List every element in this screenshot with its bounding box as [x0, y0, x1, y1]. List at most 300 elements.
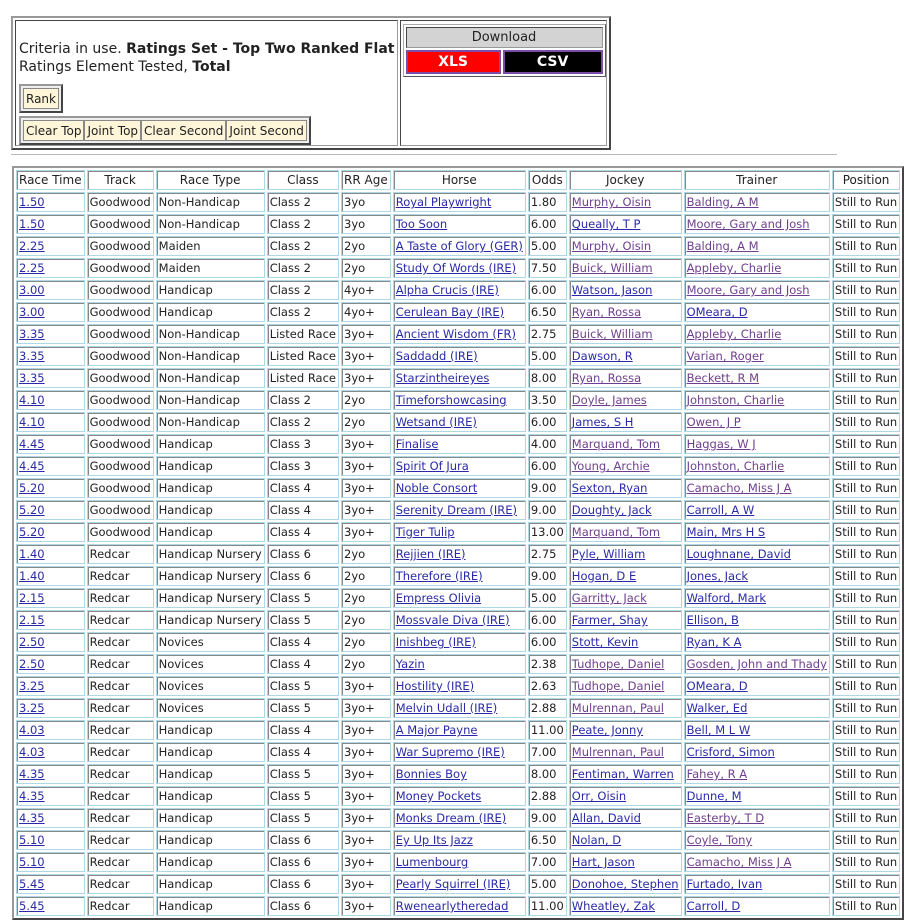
rank-button[interactable]: Rank	[23, 88, 59, 109]
cell-race-type: Handicap	[156, 874, 265, 894]
cell-rr-age: 3yo+	[341, 786, 391, 806]
cell-race-type: Handicap	[156, 896, 265, 916]
cell-race-time	[16, 830, 85, 850]
cell-horse	[393, 478, 526, 498]
cell-race-type: Handicap Nursery	[156, 544, 265, 564]
table-row	[16, 456, 900, 476]
cell-position: Still to Run	[832, 390, 900, 410]
race-time-link[interactable]: 5.10	[19, 833, 45, 847]
horse-link[interactable]: Yazin	[395, 657, 425, 671]
horse-link[interactable]: Money Pockets	[395, 789, 482, 803]
cell-position: Still to Run	[832, 368, 900, 388]
cell-class: Class 4	[267, 720, 339, 740]
race-time-link[interactable]: 2.15	[19, 591, 45, 605]
cell-trainer	[684, 192, 830, 212]
cell-horse	[393, 192, 526, 212]
table-row	[16, 258, 900, 278]
race-time-link[interactable]: 5.20	[19, 503, 45, 517]
cell-race-time	[16, 434, 85, 454]
clear-top-button[interactable]: Clear Top	[23, 120, 84, 141]
cell-race-type: Non-Handicap	[156, 192, 265, 212]
cell-track: Goodwood	[87, 192, 154, 212]
cell-trainer	[684, 852, 830, 872]
jockey-link[interactable]: Tudhope, Daniel	[571, 679, 665, 693]
trainer-link[interactable]: Carroll, D	[686, 899, 741, 913]
horse-link[interactable]: Rejjien (IRE)	[395, 547, 466, 561]
horse-link[interactable]: Royal Playwright	[395, 195, 492, 209]
race-time-link[interactable]: 3.35	[19, 327, 45, 341]
race-time-link[interactable]: 2.25	[19, 261, 45, 275]
trainer-link[interactable]: Moore, Gary and Josh	[686, 217, 810, 231]
trainer-link[interactable]: Jones, Jack	[686, 569, 749, 583]
horse-link[interactable]: Spirit Of Jura	[395, 459, 469, 473]
cell-odds: 9.00	[528, 808, 567, 828]
trainer-link[interactable]: Bell, M L W	[686, 723, 751, 737]
horse-link[interactable]: Monks Dream (IRE)	[395, 811, 507, 825]
horse-link[interactable]: Pearly Squirrel (IRE)	[395, 877, 511, 891]
jockey-link[interactable]: Mulrennan, Paul	[571, 701, 664, 715]
race-time-link[interactable]: 4.45	[19, 437, 45, 451]
trainer-link[interactable]: Haggas, W J	[686, 437, 756, 451]
cell-race-type: Handicap Nursery	[156, 610, 265, 630]
race-time-link[interactable]: 4.35	[19, 789, 45, 803]
cell-jockey	[569, 500, 682, 520]
horse-link[interactable]: Ancient Wisdom (FR)	[395, 327, 516, 341]
race-time-link[interactable]: 4.35	[19, 767, 45, 781]
cell-track: Redcar	[87, 808, 154, 828]
cell-jockey	[569, 412, 682, 432]
race-time-link[interactable]: 3.00	[19, 283, 45, 297]
horse-link[interactable]: Study Of Words (IRE)	[395, 261, 517, 275]
horse-link[interactable]: Starzintheireyes	[395, 371, 490, 385]
cell-trainer	[684, 280, 830, 300]
cell-trainer	[684, 412, 830, 432]
cell-odds: 2.88	[528, 698, 567, 718]
race-time-link[interactable]: 1.40	[19, 569, 45, 583]
trainer-link[interactable]: Owen, J P	[686, 415, 741, 429]
cell-horse	[393, 522, 526, 542]
trainer-link[interactable]: Walford, Mark	[686, 591, 767, 605]
cell-jockey	[569, 434, 682, 454]
cell-rr-age: 2yo	[341, 390, 391, 410]
race-time-link[interactable]: 5.10	[19, 855, 45, 869]
race-time-link[interactable]: 5.45	[19, 877, 45, 891]
cell-race-type: Handicap	[156, 478, 265, 498]
trainer-link[interactable]: OMeara, D	[686, 679, 748, 693]
cell-race-time	[16, 302, 85, 322]
cell-race-type: Handicap	[156, 522, 265, 542]
cell-position: Still to Run	[832, 874, 900, 894]
horse-link[interactable]: Cerulean Bay (IRE)	[395, 305, 505, 319]
cell-horse	[393, 896, 526, 916]
horse-link[interactable]: Ey Up Its Jazz	[395, 833, 473, 847]
horse-link[interactable]: Serenity Dream (IRE)	[395, 503, 518, 517]
table-row	[16, 302, 900, 322]
jockey-link[interactable]: Sexton, Ryan	[571, 481, 648, 495]
horse-link[interactable]: Melvin Udall (IRE)	[395, 701, 498, 715]
jockey-link[interactable]: Murphy, Oisin	[571, 239, 652, 253]
cell-track: Redcar	[87, 764, 154, 784]
jockey-link[interactable]: Doyle, James	[571, 393, 647, 407]
cell-trainer	[684, 324, 830, 344]
trainer-link[interactable]: Dunne, M	[686, 789, 742, 803]
horse-link[interactable]: Noble Consort	[395, 481, 478, 495]
jockey-link[interactable]: Doughty, Jack	[571, 503, 652, 517]
cell-trainer	[684, 808, 830, 828]
trainer-link[interactable]: OMeara, D	[686, 305, 748, 319]
cell-track: Redcar	[87, 588, 154, 608]
cell-class: Class 4	[267, 654, 339, 674]
cell-race-time	[16, 566, 85, 586]
cell-class: Class 5	[267, 764, 339, 784]
trainer-link[interactable]: Walker, Ed	[686, 701, 748, 715]
trainer-link[interactable]: Easterby, T D	[686, 811, 765, 825]
cell-position: Still to Run	[832, 258, 900, 278]
trainer-link[interactable]: Camacho, Miss J A	[686, 481, 792, 495]
trainer-link[interactable]: Carroll, A W	[686, 503, 755, 517]
race-time-link[interactable]: 3.25	[19, 701, 45, 715]
cell-rr-age: 3yo+	[341, 830, 391, 850]
race-time-link[interactable]: 4.03	[19, 745, 45, 759]
horse-link[interactable]: Inishbeg (IRE)	[395, 635, 476, 649]
trainer-link[interactable]: Coyle, Tony	[686, 833, 753, 847]
cell-rr-age: 3yo+	[341, 522, 391, 542]
trainer-link[interactable]: Fahey, R A	[686, 767, 748, 781]
cell-odds: 9.00	[528, 566, 567, 586]
trainer-link[interactable]: Main, Mrs H S	[686, 525, 766, 539]
table-row	[16, 412, 900, 432]
jockey-link[interactable]: Marquand, Tom	[571, 525, 661, 539]
cell-race-time	[16, 720, 85, 740]
cell-odds: 9.00	[528, 500, 567, 520]
jockey-link[interactable]: Donohoe, Stephen	[571, 877, 679, 891]
cell-race-time	[16, 412, 85, 432]
horse-link[interactable]: A Major Payne	[395, 723, 478, 737]
cell-odds: 2.88	[528, 786, 567, 806]
xls-download-button[interactable]: XLS	[406, 50, 501, 74]
cell-odds: 8.00	[528, 764, 567, 784]
cell-horse	[393, 500, 526, 520]
trainer-link[interactable]: Balding, A M	[686, 195, 759, 209]
cell-rr-age: 2yo	[341, 544, 391, 564]
cell-track: Redcar	[87, 720, 154, 740]
cell-position: Still to Run	[832, 478, 900, 498]
cell-odds: 6.00	[528, 412, 567, 432]
jockey-link[interactable]: Buick, William	[571, 327, 653, 341]
trainer-link[interactable]: Varian, Roger	[686, 349, 764, 363]
table-row	[16, 236, 900, 256]
jockey-link[interactable]: Tudhope, Daniel	[571, 657, 665, 671]
cell-position: Still to Run	[832, 588, 900, 608]
cell-horse	[393, 236, 526, 256]
jockey-link[interactable]: Farmer, Shay	[571, 613, 648, 627]
race-time-link[interactable]: 4.03	[19, 723, 45, 737]
header-race-time: Race Time	[16, 170, 85, 190]
cell-rr-age: 3yo+	[341, 896, 391, 916]
table-row	[16, 522, 900, 542]
trainer-link[interactable]: Camacho, Miss J A	[686, 855, 792, 869]
header-jockey: Jockey	[569, 170, 682, 190]
jockey-link[interactable]: Stott, Kevin	[571, 635, 639, 649]
table-row	[16, 566, 900, 586]
cell-class: Class 4	[267, 742, 339, 762]
table-row	[16, 192, 900, 212]
table-row	[16, 500, 900, 520]
download-cell	[400, 20, 607, 146]
jockey-link[interactable]: Buick, William	[571, 261, 653, 275]
horse-link[interactable]: Saddadd (IRE)	[395, 349, 478, 363]
race-time-link[interactable]: 2.15	[19, 613, 45, 627]
cell-jockey	[569, 544, 682, 564]
horse-link[interactable]: Lumenbourg	[395, 855, 469, 869]
cell-race-type: Handicap Nursery	[156, 588, 265, 608]
race-time-link[interactable]: 3.35	[19, 349, 45, 363]
cell-track: Goodwood	[87, 522, 154, 542]
cell-class: Class 3	[267, 456, 339, 476]
cell-horse	[393, 698, 526, 718]
cell-race-time	[16, 192, 85, 212]
table-row	[16, 676, 900, 696]
horse-link[interactable]: Too Soon	[395, 217, 448, 231]
trainer-link[interactable]: Gosden, John and Thady	[686, 657, 827, 671]
trainer-link[interactable]: Crisford, Simon	[686, 745, 775, 759]
cell-class: Class 5	[267, 808, 339, 828]
horse-link[interactable]: Rwenearlytheredad	[395, 899, 509, 913]
race-time-link[interactable]: 4.35	[19, 811, 45, 825]
cell-race-time	[16, 390, 85, 410]
table-row	[16, 280, 900, 300]
cell-race-time	[16, 214, 85, 234]
jockey-link[interactable]: Young, Archie	[571, 459, 650, 473]
cell-trainer	[684, 522, 830, 542]
horse-link[interactable]: Therefore (IRE)	[395, 569, 483, 583]
cell-rr-age: 4yo+	[341, 280, 391, 300]
jockey-link[interactable]: Marquand, Tom	[571, 437, 661, 451]
horse-link[interactable]: Mossvale Diva (IRE)	[395, 613, 510, 627]
table-row	[16, 698, 900, 718]
cell-rr-age: 3yo	[341, 214, 391, 234]
cell-race-time	[16, 654, 85, 674]
jockey-link[interactable]: Peate, Jonny	[571, 723, 644, 737]
race-time-link[interactable]: 1.50	[19, 217, 45, 231]
trainer-link[interactable]: Balding, A M	[686, 239, 759, 253]
trainer-link[interactable]: Beckett, R M	[686, 371, 760, 385]
jockey-link[interactable]: Watson, Jason	[571, 283, 653, 297]
cell-horse	[393, 346, 526, 366]
cell-position: Still to Run	[832, 522, 900, 542]
trainer-link[interactable]: Ellison, B	[686, 613, 739, 627]
cell-trainer	[684, 720, 830, 740]
table-header-row	[16, 170, 900, 190]
table-row	[16, 544, 900, 564]
cell-track: Redcar	[87, 874, 154, 894]
trainer-link[interactable]: Appleby, Charlie	[686, 261, 782, 275]
header-horse: Horse	[393, 170, 526, 190]
horse-link[interactable]: Empress Olivia	[395, 591, 482, 605]
cell-horse	[393, 544, 526, 564]
jockey-link[interactable]: Fentiman, Warren	[571, 767, 674, 781]
trainer-link[interactable]: Johnston, Charlie	[686, 459, 785, 473]
jockey-link[interactable]: Ryan, Rossa	[571, 305, 642, 319]
jockey-link[interactable]: Wheatley, Zak	[571, 899, 656, 913]
header-track: Track	[87, 170, 154, 190]
cell-race-time	[16, 786, 85, 806]
trainer-link[interactable]: Appleby, Charlie	[686, 327, 782, 341]
cell-horse	[393, 324, 526, 344]
jockey-link[interactable]: Garritty, Jack	[571, 591, 647, 605]
cell-odds: 5.00	[528, 236, 567, 256]
cell-race-time	[16, 478, 85, 498]
cell-rr-age: 2yo	[341, 654, 391, 674]
divider	[11, 154, 837, 155]
trainer-link[interactable]: Moore, Gary and Josh	[686, 283, 810, 297]
trainer-link[interactable]: Ryan, K A	[686, 635, 742, 649]
cell-race-time	[16, 500, 85, 520]
cell-class: Class 6	[267, 830, 339, 850]
cell-race-time	[16, 874, 85, 894]
jockey-link[interactable]: Hogan, D E	[571, 569, 637, 583]
jockey-link[interactable]: Nolan, D	[571, 833, 622, 847]
horse-link[interactable]: Timeforshowcasing	[395, 393, 507, 407]
jockey-link[interactable]: Murphy, Oisin	[571, 195, 652, 209]
jockey-link[interactable]: Allan, David	[571, 811, 641, 825]
cell-jockey	[569, 808, 682, 828]
race-results-table	[12, 166, 904, 920]
cell-odds: 6.00	[528, 610, 567, 630]
clear-second-button[interactable]: Clear Second	[141, 120, 226, 141]
cell-trainer	[684, 874, 830, 894]
cell-position: Still to Run	[832, 236, 900, 256]
race-time-link[interactable]: 3.35	[19, 371, 45, 385]
cell-trainer	[684, 698, 830, 718]
race-time-link[interactable]: 4.45	[19, 459, 45, 473]
horse-link[interactable]: Bonnies Boy	[395, 767, 467, 781]
table-row	[16, 764, 900, 784]
element-tested-label: Ratings Element Tested,	[19, 59, 193, 75]
jockey-link[interactable]: Ryan, Rossa	[571, 371, 642, 385]
cell-odds: 13.00	[528, 522, 567, 542]
jockey-link[interactable]: Hart, Jason	[571, 855, 635, 869]
race-time-link[interactable]: 2.50	[19, 635, 45, 649]
cell-class: Class 2	[267, 302, 339, 322]
cell-class: Class 2	[267, 192, 339, 212]
cell-race-time	[16, 742, 85, 762]
cell-rr-age: 3yo+	[341, 324, 391, 344]
cell-position: Still to Run	[832, 500, 900, 520]
cell-trainer	[684, 566, 830, 586]
cell-class: Class 4	[267, 522, 339, 542]
cell-class: Listed Race	[267, 368, 339, 388]
cell-race-type: Handicap	[156, 720, 265, 740]
cell-race-type: Handicap	[156, 852, 265, 872]
cell-class: Class 6	[267, 874, 339, 894]
cell-position: Still to Run	[832, 830, 900, 850]
cell-trainer	[684, 456, 830, 476]
cell-trainer	[684, 236, 830, 256]
cell-horse	[393, 786, 526, 806]
horse-link[interactable]: Hostility (IRE)	[395, 679, 475, 693]
jockey-link[interactable]: Dawson, R	[571, 349, 633, 363]
jockey-link[interactable]: Orr, Oisin	[571, 789, 627, 803]
joint-top-button[interactable]: Joint Top	[84, 120, 141, 141]
cell-odds: 2.63	[528, 676, 567, 696]
horse-link[interactable]: Wetsand (IRE)	[395, 415, 477, 429]
horse-link[interactable]: Alpha Crucis (IRE)	[395, 283, 499, 297]
cell-track: Goodwood	[87, 390, 154, 410]
cell-track: Goodwood	[87, 346, 154, 366]
cell-rr-age: 3yo+	[341, 808, 391, 828]
cell-position: Still to Run	[832, 324, 900, 344]
cell-rr-age: 3yo+	[341, 698, 391, 718]
cell-position: Still to Run	[832, 764, 900, 784]
cell-race-time	[16, 258, 85, 278]
jockey-link[interactable]: Queally, T P	[571, 217, 641, 231]
race-time-link[interactable]: 1.50	[19, 195, 45, 209]
race-time-link[interactable]: 4.10	[19, 393, 45, 407]
race-time-link[interactable]: 1.40	[19, 547, 45, 561]
horse-link[interactable]: Finalise	[395, 437, 439, 451]
horse-link[interactable]: Tiger Tulip	[395, 525, 455, 539]
race-time-link[interactable]: 5.20	[19, 525, 45, 539]
table-row	[16, 478, 900, 498]
race-time-link[interactable]: 3.25	[19, 679, 45, 693]
cell-track: Redcar	[87, 654, 154, 674]
trainer-link[interactable]: Furtado, Ivan	[686, 877, 763, 891]
race-time-link[interactable]: 3.00	[19, 305, 45, 319]
race-time-link[interactable]: 4.10	[19, 415, 45, 429]
cell-position: Still to Run	[832, 632, 900, 652]
race-time-link[interactable]: 5.45	[19, 899, 45, 913]
cell-trainer	[684, 676, 830, 696]
cell-trainer	[684, 786, 830, 806]
cell-odds: 6.50	[528, 302, 567, 322]
cell-jockey	[569, 698, 682, 718]
jockey-link[interactable]: James, S H	[571, 415, 634, 429]
cell-trainer	[684, 258, 830, 278]
horse-link[interactable]: War Supremo (IRE)	[395, 745, 505, 759]
cell-trainer	[684, 588, 830, 608]
cell-position: Still to Run	[832, 214, 900, 234]
table-row	[16, 874, 900, 894]
jockey-link[interactable]: Pyle, William	[571, 547, 646, 561]
cell-race-type: Maiden	[156, 258, 265, 278]
cell-position: Still to Run	[832, 676, 900, 696]
cell-class: Class 2	[267, 280, 339, 300]
cell-class: Class 6	[267, 544, 339, 564]
horse-link[interactable]: A Taste of Glory (GER)	[395, 239, 523, 253]
cell-odds: 8.00	[528, 368, 567, 388]
jockey-link[interactable]: Mulrennan, Paul	[571, 745, 664, 759]
cell-trainer	[684, 654, 830, 674]
trainer-link[interactable]: Johnston, Charlie	[686, 393, 785, 407]
cell-odds: 2.38	[528, 654, 567, 674]
race-time-link[interactable]: 5.20	[19, 481, 45, 495]
joint-second-button[interactable]: Joint Second	[226, 120, 307, 141]
race-time-link[interactable]: 2.50	[19, 657, 45, 671]
cell-race-time	[16, 544, 85, 564]
race-time-link[interactable]: 2.25	[19, 239, 45, 253]
trainer-link[interactable]: Loughnane, David	[686, 547, 791, 561]
cell-trainer	[684, 390, 830, 410]
cell-odds: 7.00	[528, 852, 567, 872]
header-trainer: Trainer	[684, 170, 830, 190]
cell-odds: 11.00	[528, 896, 567, 916]
cell-race-type: Maiden	[156, 236, 265, 256]
cell-jockey	[569, 456, 682, 476]
cell-trainer	[684, 742, 830, 762]
table-row	[16, 214, 900, 234]
csv-download-button[interactable]: CSV	[503, 50, 603, 74]
